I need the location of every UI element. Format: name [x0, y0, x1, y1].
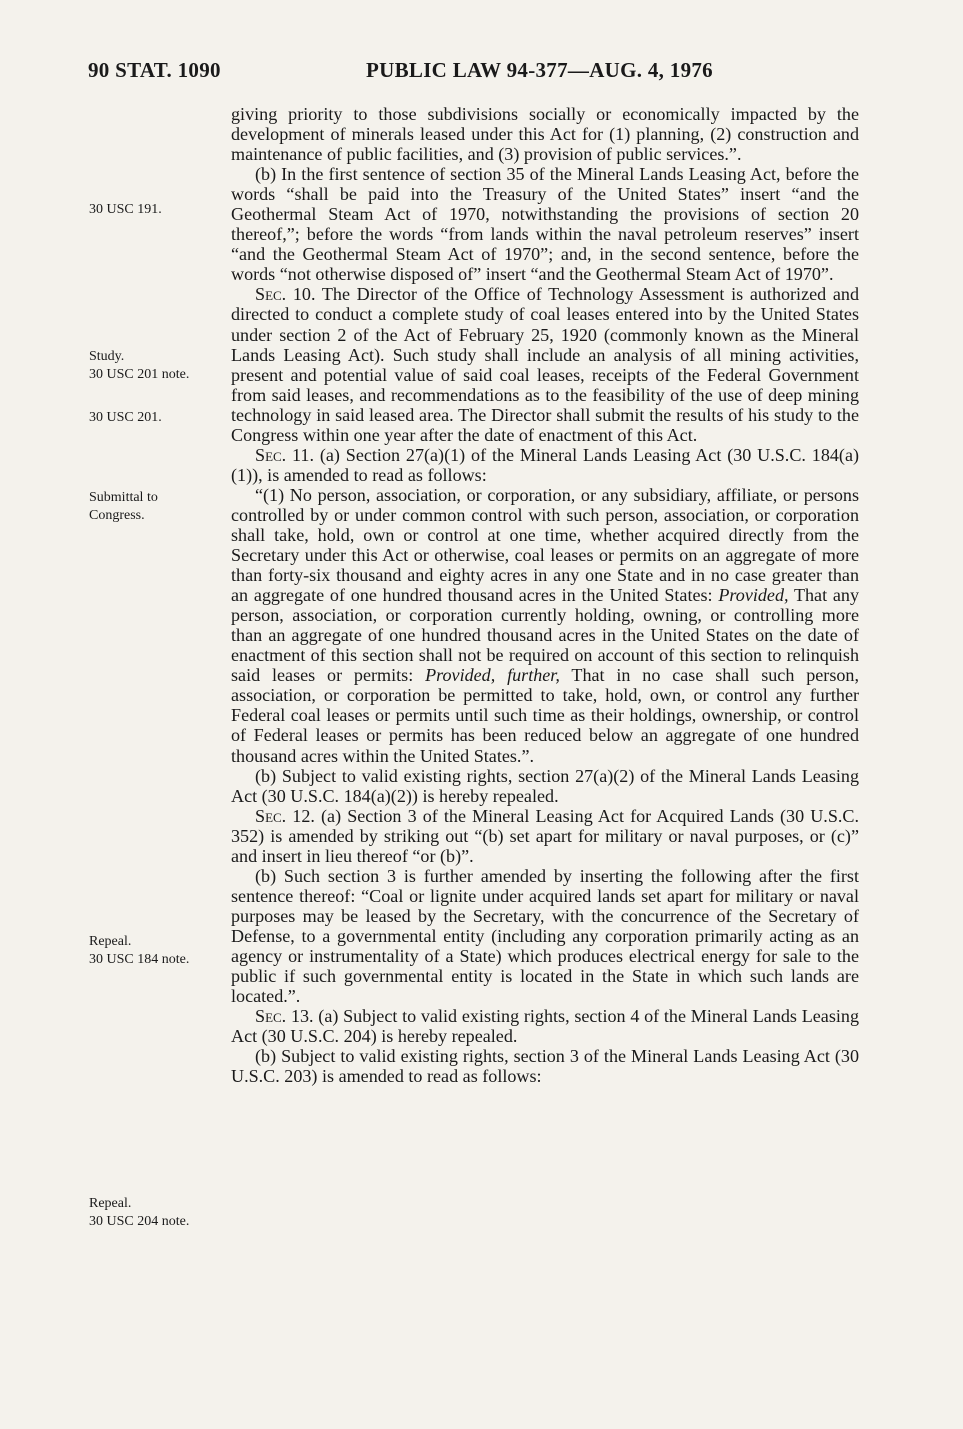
paragraph-sec12-b: (b) Such section 3 is further amended by inserting the following after the first sentence thereof: “Coal or lignite under acquired lands set apart for military or naval purposes may be leased by the Secretary, with the concurrence of the Secretary of Defense, to a governmental entity (including any corporation primarily acting as an agency or instrumentality of a State) which produces electrical energy for sale to the public if such governmental entity is located in the State in which such lands are located.”. [231, 865, 859, 1007]
margin-note-repeal-184: Repeal. 30 USC 184 note. [89, 934, 190, 967]
margin-note-submittal: Submittal to Congress. [89, 490, 158, 523]
page-citation: 90 STAT. 1090 [88, 58, 221, 82]
statute-body [231, 104, 859, 1086]
paragraph-continuation: giving priority to those subdivisions socially or economically impacted by the development of minerals leased under this Act for (1) planning, (2) construction and maintenance of public facilities, and (3) provision of public services.”. [231, 104, 859, 165]
margin-note-usc-191: 30 USC 191. [89, 202, 162, 217]
paragraph-quoted-amendment: “(1) No person, association, or corporation, or any subsidiary, affiliate, or persons controlled by or under common control with such person, association, or corporation shall take, hold, own or control at one time, whether acquired directly from the Secretary under this Act or otherwise, coal leases or permits on an aggregate of more than forty-six thousand and eighty acres in any one State and in no case greater than an aggregate of one hundred thousand acres in the United States: Provided, That any person, association, or corporation currently holding, owning, or controlling more than an aggregate of one hundred thousand acres in the United States on the date of enactment of this section shall not be required on account of this section to relinquish said leases or permits: Provided, further, That in no case shall such person, association, or corporation be permitted to take, hold, own, or control any further Federal coal leases or permits until such time as their holdings, ownership, or control of Federal leases or permits has been reduced below an aggregate of one hundred thousand acres within the United States.”. [231, 484, 859, 766]
paragraph-sec12-a: Sec. 12. (a) Section 3 of the Mineral Leasing Act for Acquired Lands (30 U.S.C. 352) is amended by striking out “(b) set apart for military or naval purposes, or (c)” and insert in lieu thereof “or (b)”. [231, 805, 859, 866]
paragraph-sec13-a: Sec. 13. (a) Subject to valid existing rights, section 4 of the Mineral Lands Leasing Act (30 U.S.C. 204) is hereby repealed. [231, 1006, 859, 1047]
paragraph-sec9-b: (b) In the first sentence of section 35 of the Mineral Lands Leasing Act, before the words “shall be paid into the Treasury of the United States” insert “and the Geothermal Steam Act of 1970, notwithstanding the provisions of section 20 thereof,”; before the words “from lands within the naval petroleum reserves” insert “and the Geothermal Steam Act of 1970”; and, in the second sentence, before the words “not otherwise disposed of” insert “and the Geothermal Steam Act of 1970”. [231, 164, 859, 285]
section-label: Sec. [255, 805, 287, 826]
provided-proviso: Provided, [718, 585, 789, 606]
provided-further-proviso: Provided, further, [425, 665, 560, 686]
margin-note-study: Study. 30 USC 201 note. [89, 349, 190, 382]
margin-note-repeal-204: Repeal. 30 USC 204 note. [89, 1196, 190, 1229]
section-label: Sec. [255, 284, 287, 305]
paragraph-sec11-b: (b) Subject to valid existing rights, section 27(a)(2) of the Mineral Lands Leasing Act (30 U.S.C. 184(a)(2)) is hereby repealed. [231, 765, 859, 806]
running-header: PUBLIC LAW 94-377—AUG. 4, 1976 [366, 58, 713, 82]
paragraph-sec10: Sec. 10. The Director of the Office of Technology Assessment is authorized and directed to conduct a complete study of coal leases entered into by the United States under section 2 of the Act of February 25, 1920 (commonly known as the Mineral Lands Leasing Act). Such study shall include an analysis of all mining activities, present and potential value of said coal leases, receipts of the Federal Government from said leases, and recommendations as to the feasibility of the use of deep mining technology in said leased area. The Director shall submit the results of his study to the Congress within one year after the date of enactment of this Act. [231, 284, 859, 445]
section-label: Sec. [255, 1006, 287, 1027]
margin-note-usc-201: 30 USC 201. [89, 410, 162, 425]
section-label: Sec. [255, 444, 287, 465]
paragraph-sec11-a: Sec. 11. (a) Section 27(a)(1) of the Mineral Lands Leasing Act (30 U.S.C. 184(a)(1)), is amended to read as follows: [231, 444, 859, 485]
paragraph-sec13-b: (b) Subject to valid existing rights, section 3 of the Mineral Lands Leasing Act (30 U.S.C. 203) is amended to read as follows: [231, 1046, 859, 1087]
